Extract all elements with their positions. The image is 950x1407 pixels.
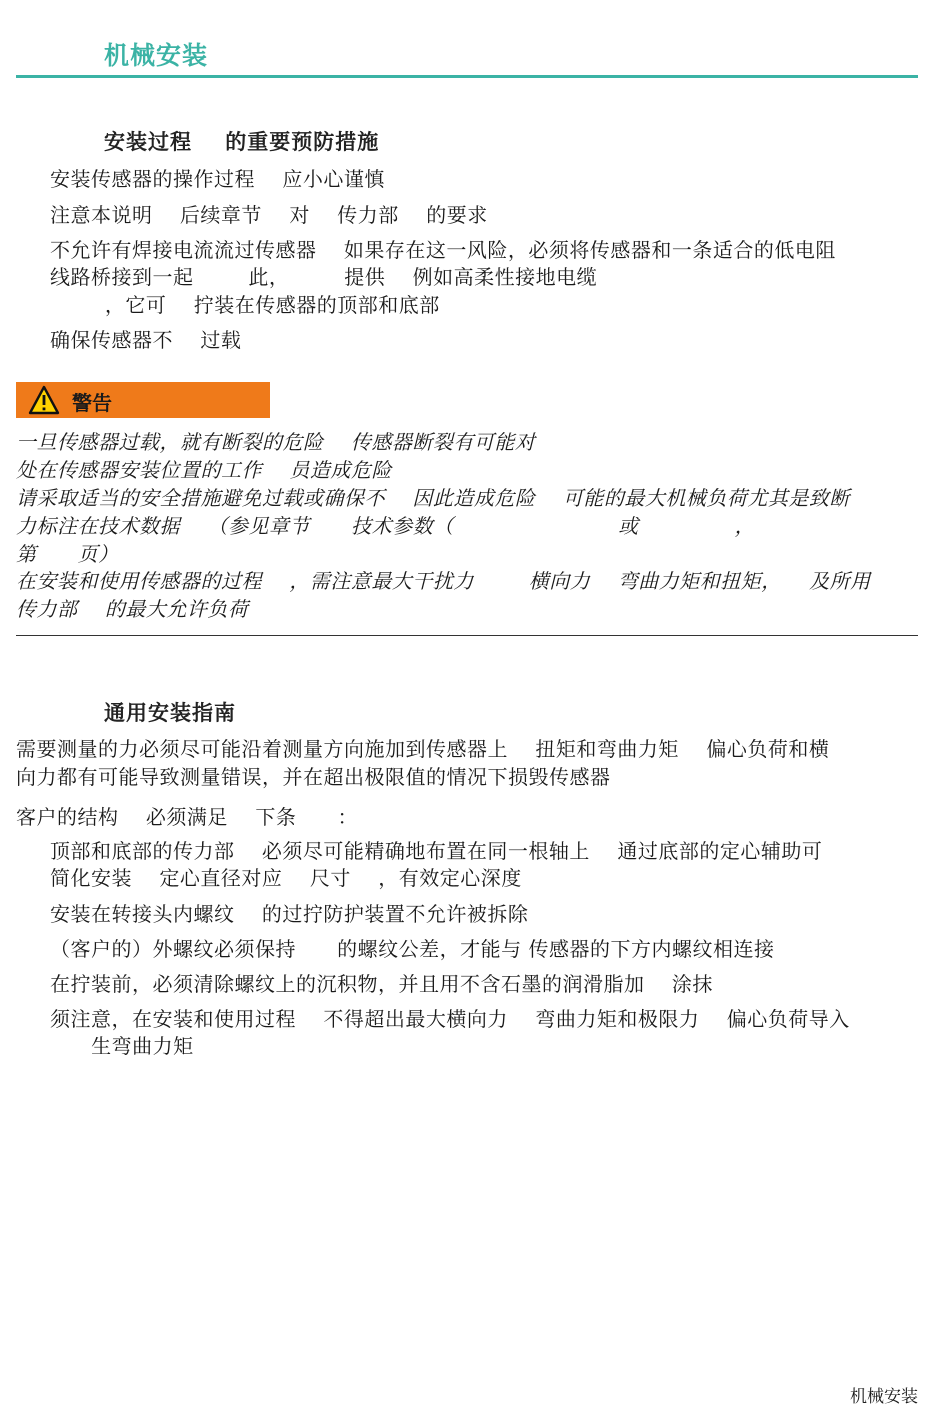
warning-text-line: 请采取适当的安全措施避免过载或确保不 因此造成危险 可能的最大机械负荷尤其是致断 bbox=[16, 486, 850, 510]
warning-banner bbox=[16, 382, 270, 418]
condition-item: 安装在转接头内螺纹 的过拧防护装置不允许被拆除 bbox=[50, 902, 529, 926]
precaution-item-continued: 线路桥接到一起 此， 提供 例如高柔性接地电缆 bbox=[50, 265, 598, 289]
intro-paragraph-line: 需要测量的力必须尽可能沿着测量方向施加到传感器上 扭矩和弯曲力矩 偏心负荷和横 bbox=[16, 737, 830, 761]
condition-item-continued: 简化安装 定心直径对应 尺寸 ，有效定心深度 bbox=[50, 866, 522, 890]
warning-text-line: 在安装和使用传感器的过程 ，需注意最大干扰力 横向力 弯曲力矩和扭矩， 及所用 bbox=[16, 569, 871, 593]
precaution-item: 注意本说明 后续章节 对 传力部 的要求 bbox=[50, 203, 488, 227]
condition-item: 顶部和底部的传力部 必须尽可能精确地布置在同一根轴上 通过底部的定心辅助可 bbox=[50, 839, 823, 863]
warning-text-line: 力标注在技术数据 （参见章节 技术参数（ 或 ， bbox=[16, 514, 756, 538]
precaution-item: 安装传感器的操作过程 应小心谨慎 bbox=[50, 167, 385, 191]
warning-triangle-icon bbox=[28, 385, 60, 415]
condition-item: 在拧装前，必须清除螺纹上的沉积物，并且用不含石墨的润滑脂加 涂抹 bbox=[50, 972, 713, 996]
condition-item: 须注意，在安装和使用过程 不得超出最大横向力 弯曲力矩和极限力 偏心负荷导入 bbox=[50, 1007, 850, 1031]
warning-text-line: 第 页） bbox=[16, 542, 119, 566]
precaution-item: 不允许有焊接电流流过传感器 如果存在这一风险，必须将传感器和一条适合的低电阻 bbox=[50, 238, 836, 262]
warning-text-line: 处在传感器安装位置的工作 员造成危险 bbox=[16, 458, 392, 482]
chapter-divider bbox=[16, 75, 918, 78]
page-footer: 机械安装 bbox=[850, 1387, 918, 1407]
chapter-title: 机械安装 bbox=[104, 41, 209, 70]
warning-text-line: 传力部 的最大允许负荷 bbox=[16, 597, 249, 621]
warning-label: 警告 bbox=[72, 391, 112, 415]
condition-item: （客户的）外螺纹必须保持 的螺纹公差，才能与 传感器的下方内螺纹相连接 bbox=[50, 937, 775, 961]
section-heading-precautions: 安装过程 的重要预防措施 bbox=[104, 130, 380, 154]
warning-text-line: 一旦传感器过载，就有断裂的危险 传感器断裂有可能对 bbox=[16, 430, 536, 454]
intro-paragraph-line: 向力都有可能导致测量错误，并在超出极限值的情况下损毁传感器 bbox=[16, 765, 611, 789]
conditions-lead: 客户的结构 必须满足 下条 ： bbox=[16, 805, 359, 829]
warning-end-divider bbox=[16, 635, 918, 636]
condition-item-continued: 生弯曲力矩 bbox=[50, 1034, 194, 1058]
precaution-item-continued: ，它可 拧装在传感器的顶部和底部 bbox=[50, 293, 440, 317]
precaution-item: 确保传感器不 过载 bbox=[50, 328, 242, 352]
section-heading-general-guidelines: 通用安装指南 bbox=[104, 701, 236, 725]
